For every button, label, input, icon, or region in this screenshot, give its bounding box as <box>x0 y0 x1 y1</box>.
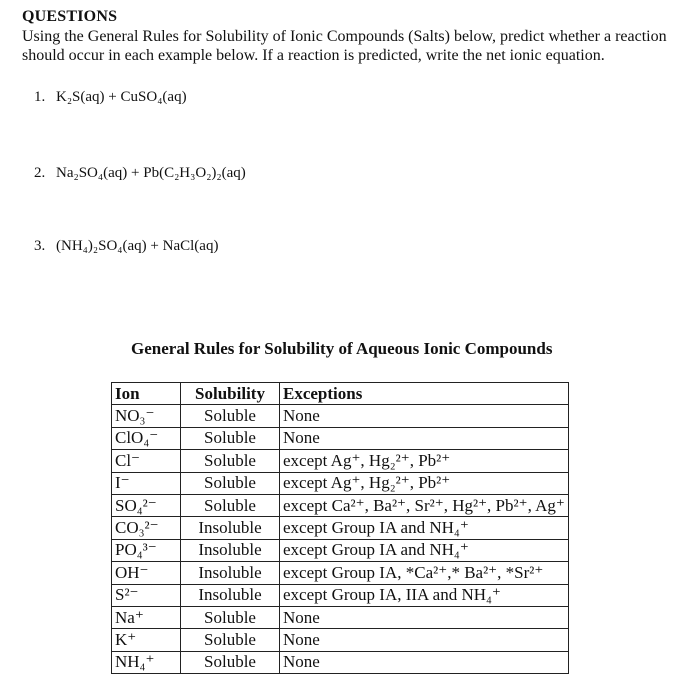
question-2 <box>34 165 246 182</box>
table-row <box>112 539 569 561</box>
exceptions-cell: except Ag⁺, Hg₂²⁺, Pb²⁺ <box>280 472 569 494</box>
solubility-cell: Soluble <box>181 472 280 494</box>
solubility-cell: Soluble <box>181 651 280 673</box>
question-equation: (NH₄)₂SO₄(aq) + NaCl(aq) <box>56 238 219 254</box>
ion-cell: OH⁻ <box>112 562 181 584</box>
table-row <box>112 562 569 584</box>
exceptions-cell: except Group IA, IIA and NH₄⁺ <box>280 584 569 606</box>
ion-cell: I⁻ <box>112 472 181 494</box>
exceptions-cell: except Group IA and NH₄⁺ <box>280 539 569 561</box>
ion-cell: K⁺ <box>112 629 181 651</box>
solubility-cell: Insoluble <box>181 539 280 561</box>
solubility-cell: Insoluble <box>181 562 280 584</box>
header-ion: Ion <box>112 383 181 405</box>
table-row <box>112 629 569 651</box>
exceptions-cell: except Group IA and NH₄⁺ <box>280 517 569 539</box>
header-solubility: Solubility <box>181 383 280 405</box>
table-row <box>112 651 569 673</box>
question-3 <box>34 238 218 255</box>
ion-cell: NO₃⁻ <box>112 405 181 427</box>
solubility-cell: Soluble <box>181 427 280 449</box>
solubility-cell: Soluble <box>181 629 280 651</box>
question-number: 1. <box>34 89 46 105</box>
table-row <box>112 494 569 516</box>
question-1 <box>34 89 187 106</box>
instructions-text: Using the General Rules for Solubility of Ionic Compounds (Salts) below, predict whether a reaction should occur in each example below. If a reaction is predicted, write the net ionic equation. <box>22 28 667 64</box>
question-number: 2. <box>34 165 46 181</box>
exceptions-cell: except Ag⁺, Hg₂²⁺, Pb²⁺ <box>280 450 569 472</box>
header-exceptions: Exceptions <box>280 383 569 405</box>
question-equation: K₂S(aq) + CuSO₄(aq) <box>56 89 187 105</box>
ion-cell: S²⁻ <box>112 584 181 606</box>
table-header-row <box>112 383 569 405</box>
solubility-cell: Insoluble <box>181 517 280 539</box>
table-row <box>112 427 569 449</box>
exceptions-cell: None <box>280 606 569 628</box>
table-row <box>112 450 569 472</box>
table-row <box>112 472 569 494</box>
question-equation: Na₂SO₄(aq) + Pb(C₂H₃O₂)₂(aq) <box>56 165 246 181</box>
ion-cell: Cl⁻ <box>112 450 181 472</box>
table-row <box>112 517 569 539</box>
exceptions-cell: except Group IA, *Ca²⁺,* Ba²⁺, *Sr²⁺ <box>280 562 569 584</box>
table-row <box>112 606 569 628</box>
solubility-cell: Soluble <box>181 494 280 516</box>
solubility-table <box>111 382 569 674</box>
questions-heading: QUESTIONS <box>22 8 118 25</box>
exceptions-cell: except Ca²⁺, Ba²⁺, Sr²⁺, Hg²⁺, Pb²⁺, Ag⁺ <box>280 494 569 516</box>
ion-cell: CO₃²⁻ <box>112 517 181 539</box>
solubility-cell: Soluble <box>181 606 280 628</box>
solubility-cell: Soluble <box>181 450 280 472</box>
exceptions-cell: None <box>280 405 569 427</box>
table-row <box>112 584 569 606</box>
solubility-cell: Soluble <box>181 405 280 427</box>
ion-cell: SO₄²⁻ <box>112 494 181 516</box>
ion-cell: NH₄⁺ <box>112 651 181 673</box>
ion-cell: Na⁺ <box>112 606 181 628</box>
table-title: General Rules for Solubility of Aqueous Ionic Compounds <box>131 339 553 358</box>
question-number: 3. <box>34 238 46 254</box>
ion-cell: PO₄³⁻ <box>112 539 181 561</box>
table-row <box>112 405 569 427</box>
solubility-cell: Insoluble <box>181 584 280 606</box>
ion-cell: ClO₄⁻ <box>112 427 181 449</box>
exceptions-cell: None <box>280 629 569 651</box>
exceptions-cell: None <box>280 651 569 673</box>
exceptions-cell: None <box>280 427 569 449</box>
